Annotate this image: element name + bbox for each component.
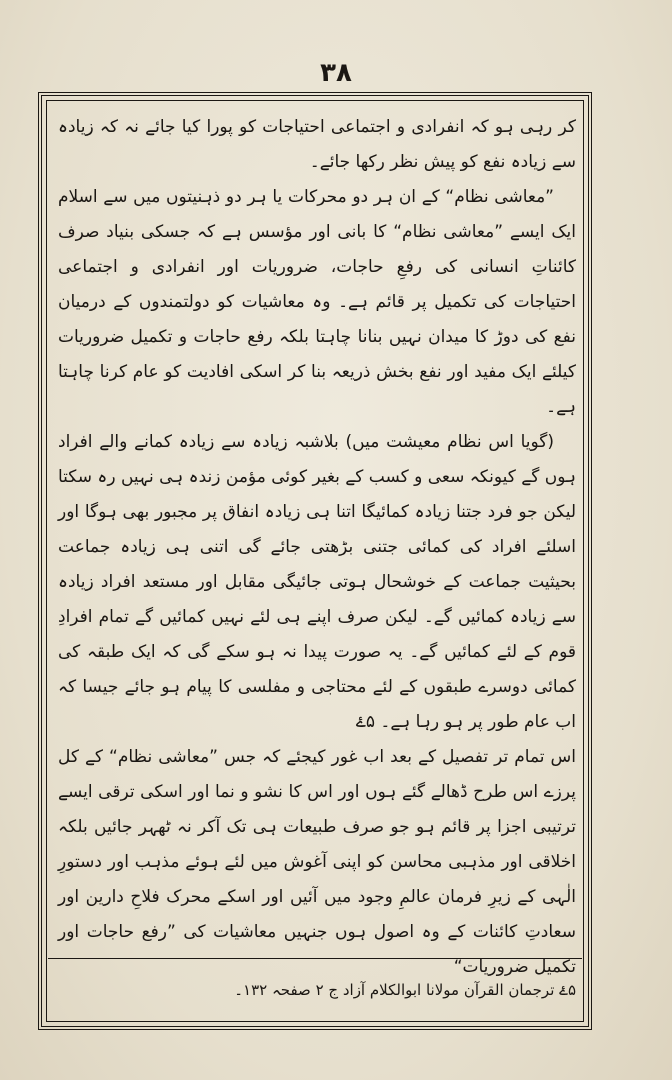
footnote-separator [48,958,582,959]
paragraph-2: ”معاشی نظام“ کے ان ہر دو محرکات یا ہر دو ذہنیتوں میں سے اسلام ایک ایسے ”معاشی نظام“ کا بانی اور مؤسس ہے کہ جسکی بنیاد صرف کائناتِ انسانی کی رفعِ حاجات، ضروریات اور انفرادی و اجتماعی احتیاجات کی تکمیل پر قائم ہے۔ وہ معاشیات کو دولتمندوں کے درمیان نفع کی دوڑ کا میدان نہیں بنانا چاہتا بلکہ رفع حاجات و تکمیل ضروریات کیلئے ایک مفید اور نفع بخش ذریعہ بنا کر اسکی افادیت کو عام کرنا چاہتا ہے۔ [58,187,576,417]
paragraph-1: کر رہی ہو کہ انفرادی و اجتماعی احتیاجات کو پورا کیا جائے نہ کہ زیادہ سے زیادہ نفع کو پیش نظر رکھا جائے۔ [58,117,576,172]
page-number: ٣٨ [320,58,352,88]
main-text [58,110,576,977]
footnote: ۵ۓ ترجمان القرآن مولانا ابوالکلام آزاد ج ۲ صفحہ ۱۳۲۔ [234,981,576,999]
paragraph-3: (گویا اس نظام معیشت میں) بلاشبہ زیادہ سے زیادہ کمانے والے افراد ہوں گے کیونکہ سعی و کسب کے بغیر کوئی مؤمن زندہ ہی نہیں رہ سکتا لیکن جو فرد جتنا زیادہ کمائیگا اتنا ہی زیادہ انفاق پر مجبور بھی ہوگا اور اسلئے افراد کی کمائی جتنی بڑھتی جائے گی اتنی ہی زیادہ جماعت بحیثیت جماعت کے خوشحال ہوتی جائیگی مقابل اور مستعد افراد زیادہ سے زیادہ کمائیں گے۔ لیکن صرف اپنے ہی لئے نہیں کمائیں گے تمام افرادِ قوم کے لئے کمائیں گے۔ یہ صورت پیدا نہ ہو سکے گی کہ ایک طبقہ کی کمائی دوسرے طبقوں کے لئے محتاجی و مفلسی کا پیام ہو جائے جیسا کہ اب عام طور پر ہو رہا ہے۔ ۵ۓ [58,432,576,732]
paragraph-4: اس تمام تر تفصیل کے بعد اب غور کیجئے کہ جس ”معاشی نظام“ کے کل پرزے اس طرح ڈھالے گئے ہوں اور اس کا نشو و نما اور اسکی ترقی ایسے ترتیبی اجزا پر قائم ہو جو صرف طبیعات ہی تک آکر نہ ٹھہر جائیں بلکہ اخلاقی اور مذہبی محاسن کو اپنی آغوش میں لئے ہوئے مذہب اور دستورِ الٰہی کے زیرِ فرمان عالمِ وجود میں آئیں اور اسکے محرک فلاحِ دارین اور سعادتِ کائنات کے وہ اصول ہوں جنہیں معاشیات کی ”رفع حاجات اور تکمیل ضروریات“ [58,747,576,977]
